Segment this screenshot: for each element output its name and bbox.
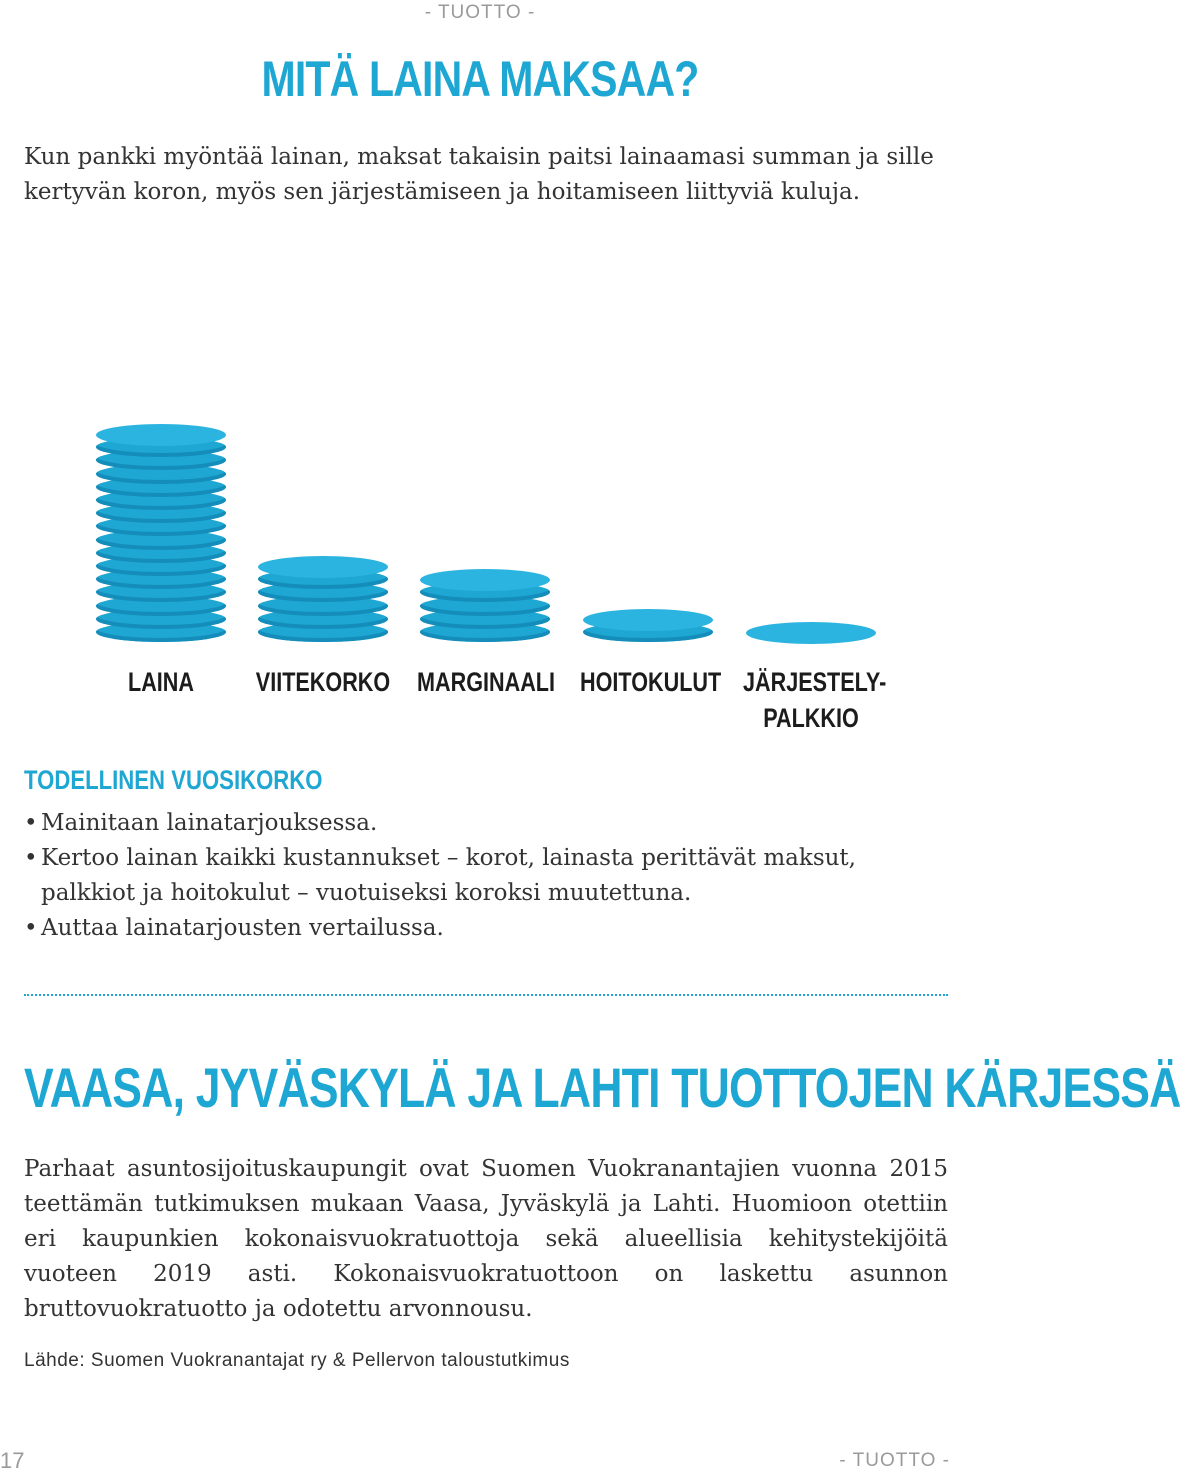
- coin-stack: [583, 290, 713, 650]
- intro-paragraph: Kun pankki myöntää lainan, maksat takaisin paitsi lainaamasi summan ja sille kertyvän koron, myös sen järjestämiseen ja hoitamiseen liittyviä kuluja.: [24, 144, 934, 205]
- footer-section-tag: - TUOTTO -: [839, 1450, 950, 1471]
- section-tag: - TUOTTO -: [424, 2, 536, 23]
- category-label: JÄRJESTELY- PALKKIO: [743, 667, 887, 733]
- coin-stack: [96, 290, 226, 650]
- source-note: Lähde: Suomen Vuokranantajat ry & Pellervon taloustutkimus: [24, 1350, 570, 1371]
- dotted-divider: [24, 994, 948, 996]
- bullet-item: • Auttaa lainatarjousten vertailussa.: [24, 911, 944, 946]
- coin-stack: [746, 290, 876, 650]
- coin-top: [96, 424, 226, 446]
- coin-stack: [420, 290, 550, 650]
- section-title: VAASA, JYVÄSKYLÄ JA LAHTI TUOTTOJEN KÄRJESSÄ: [24, 1056, 1181, 1119]
- subheading-effective-rate: TODELLINEN VUOSIKORKO: [24, 765, 323, 795]
- coin-stack: [258, 290, 388, 650]
- bullet-list: [24, 806, 944, 946]
- page-number: 17: [0, 1448, 25, 1473]
- coin-top: [746, 622, 876, 644]
- bullet-item: • Kertoo lainan kaikki kustannukset – korot, lainasta perittävät maksut, palkkiot ja hoitokulut – vuotuiseksi koroksi muutettuna.: [24, 841, 944, 911]
- coin-top: [583, 609, 713, 631]
- bullet-item: • Mainitaan lainatarjouksessa.: [24, 806, 944, 841]
- coin-stack-chart: [0, 290, 960, 750]
- category-label: VIITEKORKO: [255, 667, 391, 697]
- category-label: LAINA: [128, 667, 194, 697]
- category-label: MARGINAALI: [417, 667, 555, 697]
- section-paragraph: Parhaat asuntosijoituskaupungit ovat Suomen Vuokranantajien vuonna 2015 teettämän tutkimuksen mukaan Vaasa, Jyväskylä ja Lahti. Huomioon otettiin eri kaupunkien kokonaisvuokratuottoja sekä alueellisia kehitystekijöitä vuoteen 2019 asti. Kokonaisvuokratuottoon on laskettu asunnon bruttovuokratuotto ja odotettu arvonnousu.: [24, 1156, 948, 1322]
- category-label: HOITOKULUT: [580, 667, 722, 697]
- coin-top: [258, 556, 388, 578]
- page-title: MITÄ LAINA MAKSAA?: [261, 51, 699, 107]
